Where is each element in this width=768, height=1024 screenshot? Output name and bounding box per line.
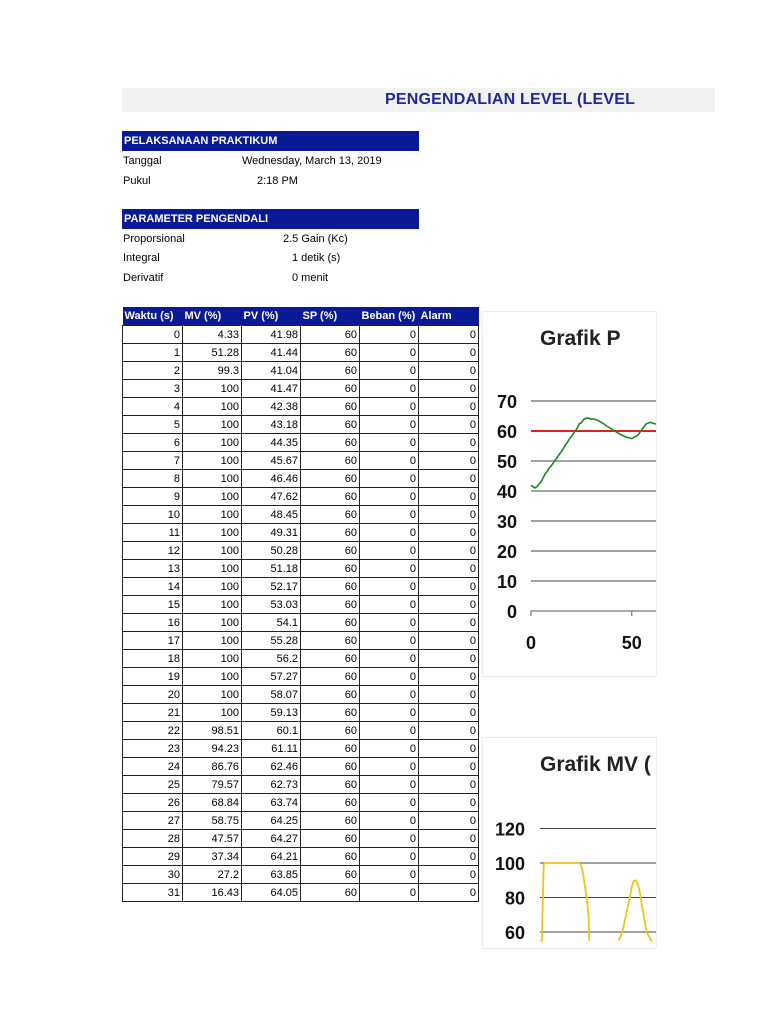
cell-mv: 100 <box>183 704 242 722</box>
cell-sp: 60 <box>301 740 360 758</box>
cell-waktu: 24 <box>123 758 183 776</box>
cell-sp: 60 <box>301 830 360 848</box>
y-tick-label: 40 <box>496 482 517 502</box>
cell-beban: 0 <box>360 830 419 848</box>
cell-alarm: 0 <box>419 560 479 578</box>
section-header-pelaksanaan: PELAKSANAAN PRAKTIKUM <box>122 131 419 151</box>
table-header-row <box>123 307 479 326</box>
cell-waktu: 6 <box>123 434 183 452</box>
cell-beban: 0 <box>360 668 419 686</box>
cell-pv: 63.74 <box>242 794 301 812</box>
cell-pv: 56.2 <box>242 650 301 668</box>
y-tick-label: 60 <box>496 422 517 442</box>
cell-sp: 60 <box>301 380 360 398</box>
cell-pv: 48.45 <box>242 506 301 524</box>
cell-mv: 100 <box>183 398 242 416</box>
column-header-pv: PV (%) <box>242 307 301 326</box>
cell-pv: 51.18 <box>242 560 301 578</box>
cell-beban: 0 <box>360 470 419 488</box>
label-pukul: Pukul <box>123 175 151 187</box>
column-header-beban: Beban (%) <box>360 307 419 326</box>
cell-pv: 64.05 <box>242 884 301 902</box>
cell-alarm: 0 <box>419 488 479 506</box>
cell-beban: 0 <box>360 650 419 668</box>
cell-mv: 100 <box>183 596 242 614</box>
cell-mv: 100 <box>183 470 242 488</box>
cell-sp: 60 <box>301 542 360 560</box>
cell-sp: 60 <box>301 326 360 344</box>
cell-alarm: 0 <box>419 452 479 470</box>
cell-beban: 0 <box>360 632 419 650</box>
cell-waktu: 10 <box>123 506 183 524</box>
table-row <box>123 722 479 740</box>
table-row <box>123 542 479 560</box>
cell-mv: 37.34 <box>183 848 242 866</box>
cell-sp: 60 <box>301 578 360 596</box>
column-header-mv: MV (%) <box>183 307 242 326</box>
cell-sp: 60 <box>301 506 360 524</box>
table-row <box>123 578 479 596</box>
cell-alarm: 0 <box>419 326 479 344</box>
cell-alarm: 0 <box>419 578 479 596</box>
chart-panel-mv <box>483 738 656 948</box>
y-tick-label: 10 <box>496 572 517 592</box>
cell-sp: 60 <box>301 668 360 686</box>
cell-pv: 55.28 <box>242 632 301 650</box>
cell-alarm: 0 <box>419 434 479 452</box>
cell-mv: 100 <box>183 686 242 704</box>
cell-mv: 100 <box>183 614 242 632</box>
cell-sp: 60 <box>301 398 360 416</box>
cell-waktu: 1 <box>123 344 183 362</box>
cell-alarm: 0 <box>419 686 479 704</box>
chart-panel-pv <box>483 312 656 676</box>
cell-mv: 100 <box>183 524 242 542</box>
cell-sp: 60 <box>301 794 360 812</box>
cell-pv: 64.25 <box>242 812 301 830</box>
cell-mv: 4.33 <box>183 326 242 344</box>
table-row <box>123 758 479 776</box>
cell-mv: 68.84 <box>183 794 242 812</box>
cell-waktu: 7 <box>123 452 183 470</box>
cell-pv: 46.46 <box>242 470 301 488</box>
value-pukul: 2:18 PM <box>257 175 298 187</box>
cell-alarm: 0 <box>419 884 479 902</box>
cell-mv: 94.23 <box>183 740 242 758</box>
cell-sp: 60 <box>301 884 360 902</box>
report-title: PENGENDALIAN LEVEL (LEVEL <box>385 91 636 108</box>
value-derivatif: 0 menit <box>292 272 329 284</box>
cell-pv: 60.1 <box>242 722 301 740</box>
cell-waktu: 31 <box>123 884 183 902</box>
cell-waktu: 18 <box>123 650 183 668</box>
label-tanggal: Tanggal <box>123 155 162 167</box>
cell-pv: 63.85 <box>242 866 301 884</box>
cell-alarm: 0 <box>419 362 479 380</box>
y-tick-label: 70 <box>496 392 517 412</box>
table-row <box>123 650 479 668</box>
cell-pv: 52.17 <box>242 578 301 596</box>
value-integral: 1 detik (s) <box>292 252 341 264</box>
cell-beban: 0 <box>360 380 419 398</box>
cell-sp: 60 <box>301 434 360 452</box>
cell-mv: 100 <box>183 488 242 506</box>
table-row <box>123 470 479 488</box>
table-row <box>123 614 479 632</box>
cell-alarm: 0 <box>419 416 479 434</box>
y-tick-label: 80 <box>504 888 525 909</box>
cell-mv: 100 <box>183 650 242 668</box>
table-row <box>123 326 479 344</box>
cell-mv: 100 <box>183 452 242 470</box>
cell-mv: 100 <box>183 380 242 398</box>
cell-waktu: 0 <box>123 326 183 344</box>
cell-mv: 100 <box>183 632 242 650</box>
cell-beban: 0 <box>360 740 419 758</box>
chart-title-pv: Grafik P <box>540 327 621 350</box>
cell-beban: 0 <box>360 326 419 344</box>
series-pv-line <box>531 418 656 488</box>
cell-alarm: 0 <box>419 794 479 812</box>
cell-mv: 98.51 <box>183 722 242 740</box>
cell-sp: 60 <box>301 416 360 434</box>
cell-pv: 41.04 <box>242 362 301 380</box>
cell-alarm: 0 <box>419 866 479 884</box>
cell-waktu: 29 <box>123 848 183 866</box>
cell-waktu: 12 <box>123 542 183 560</box>
cell-beban: 0 <box>360 524 419 542</box>
cell-alarm: 0 <box>419 470 479 488</box>
cell-waktu: 23 <box>123 740 183 758</box>
label-proporsional: Proporsional <box>123 233 185 245</box>
cell-mv: 100 <box>183 668 242 686</box>
cell-waktu: 25 <box>123 776 183 794</box>
cell-waktu: 3 <box>123 380 183 398</box>
cell-mv: 86.76 <box>183 758 242 776</box>
cell-alarm: 0 <box>419 848 479 866</box>
cell-pv: 61.11 <box>242 740 301 758</box>
table-row <box>123 812 479 830</box>
cell-sp: 60 <box>301 722 360 740</box>
cell-waktu: 17 <box>123 632 183 650</box>
chart-mv-svg <box>483 738 656 948</box>
cell-mv: 51.28 <box>183 344 242 362</box>
cell-beban: 0 <box>360 866 419 884</box>
column-header-waktu: Waktu (s) <box>123 307 183 326</box>
y-tick-label: 20 <box>496 542 517 562</box>
cell-sp: 60 <box>301 614 360 632</box>
cell-beban: 0 <box>360 614 419 632</box>
table-row <box>123 452 479 470</box>
y-tick-label: 0 <box>506 602 517 622</box>
cell-beban: 0 <box>360 434 419 452</box>
y-tick-label: 60 <box>504 923 525 943</box>
cell-alarm: 0 <box>419 596 479 614</box>
cell-beban: 0 <box>360 416 419 434</box>
table-row <box>123 848 479 866</box>
series-mv-line <box>540 863 589 941</box>
cell-waktu: 11 <box>123 524 183 542</box>
cell-pv: 41.98 <box>242 326 301 344</box>
cell-sp: 60 <box>301 848 360 866</box>
cell-sp: 60 <box>301 758 360 776</box>
cell-sp: 60 <box>301 866 360 884</box>
section-header-parameter: PARAMETER PENGENDALI <box>122 209 419 229</box>
cell-alarm: 0 <box>419 632 479 650</box>
cell-sp: 60 <box>301 362 360 380</box>
cell-beban: 0 <box>360 848 419 866</box>
table-row <box>123 398 479 416</box>
value-proporsional: 2.5 Gain (Kc) <box>283 233 348 245</box>
cell-mv: 100 <box>183 542 242 560</box>
table-row <box>123 668 479 686</box>
cell-mv: 79.57 <box>183 776 242 794</box>
label-integral: Integral <box>123 252 160 264</box>
table-body <box>123 326 479 902</box>
table-row <box>123 524 479 542</box>
cell-beban: 0 <box>360 542 419 560</box>
table-row <box>123 362 479 380</box>
y-tick-label: 100 <box>494 854 525 874</box>
cell-pv: 53.03 <box>242 596 301 614</box>
cell-mv: 47.57 <box>183 830 242 848</box>
cell-alarm: 0 <box>419 614 479 632</box>
cell-waktu: 14 <box>123 578 183 596</box>
label-derivatif: Derivatif <box>123 272 164 284</box>
cell-pv: 44.35 <box>242 434 301 452</box>
table-row <box>123 884 479 902</box>
cell-alarm: 0 <box>419 380 479 398</box>
cell-waktu: 28 <box>123 830 183 848</box>
cell-beban: 0 <box>360 488 419 506</box>
x-tick-label: 0 <box>525 633 537 653</box>
cell-mv: 100 <box>183 560 242 578</box>
cell-pv: 41.44 <box>242 344 301 362</box>
cell-pv: 57.27 <box>242 668 301 686</box>
cell-pv: 59.13 <box>242 704 301 722</box>
cell-sp: 60 <box>301 488 360 506</box>
cell-waktu: 8 <box>123 470 183 488</box>
cell-beban: 0 <box>360 506 419 524</box>
cell-beban: 0 <box>360 794 419 812</box>
cell-alarm: 0 <box>419 650 479 668</box>
table-row <box>123 434 479 452</box>
cell-pv: 64.21 <box>242 848 301 866</box>
cell-sp: 60 <box>301 344 360 362</box>
cell-sp: 60 <box>301 704 360 722</box>
table-row <box>123 830 479 848</box>
cell-sp: 60 <box>301 470 360 488</box>
cell-mv: 58.75 <box>183 812 242 830</box>
table-row <box>123 506 479 524</box>
cell-mv: 99.3 <box>183 362 242 380</box>
table-row <box>123 560 479 578</box>
table-row <box>123 416 479 434</box>
cell-sp: 60 <box>301 776 360 794</box>
cell-alarm: 0 <box>419 542 479 560</box>
cell-waktu: 4 <box>123 398 183 416</box>
cell-beban: 0 <box>360 398 419 416</box>
y-tick-label: 50 <box>496 452 517 472</box>
y-tick-label: 30 <box>496 512 517 532</box>
cell-alarm: 0 <box>419 506 479 524</box>
column-header-alarm: Alarm <box>419 307 479 326</box>
cell-alarm: 0 <box>419 740 479 758</box>
cell-sp: 60 <box>301 812 360 830</box>
cell-beban: 0 <box>360 776 419 794</box>
x-tick-label: 50 <box>621 633 642 653</box>
cell-pv: 62.73 <box>242 776 301 794</box>
cell-waktu: 20 <box>123 686 183 704</box>
cell-pv: 42.38 <box>242 398 301 416</box>
table-row <box>123 344 479 362</box>
table-row <box>123 776 479 794</box>
cell-sp: 60 <box>301 632 360 650</box>
data-table <box>122 307 479 902</box>
cell-pv: 54.1 <box>242 614 301 632</box>
cell-beban: 0 <box>360 812 419 830</box>
cell-alarm: 0 <box>419 398 479 416</box>
report-title-band <box>122 88 715 112</box>
cell-pv: 47.62 <box>242 488 301 506</box>
cell-beban: 0 <box>360 578 419 596</box>
cell-pv: 41.47 <box>242 380 301 398</box>
chart-title-mv: Grafik MV ( <box>540 753 651 776</box>
table-row <box>123 866 479 884</box>
cell-waktu: 15 <box>123 596 183 614</box>
cell-beban: 0 <box>360 596 419 614</box>
cell-alarm: 0 <box>419 704 479 722</box>
cell-beban: 0 <box>360 344 419 362</box>
cell-pv: 58.07 <box>242 686 301 704</box>
table-row <box>123 596 479 614</box>
cell-sp: 60 <box>301 596 360 614</box>
cell-beban: 0 <box>360 362 419 380</box>
value-tanggal: Wednesday, March 13, 2019 <box>242 155 382 167</box>
cell-waktu: 2 <box>123 362 183 380</box>
cell-beban: 0 <box>360 704 419 722</box>
cell-mv: 16.43 <box>183 884 242 902</box>
cell-beban: 0 <box>360 452 419 470</box>
cell-waktu: 27 <box>123 812 183 830</box>
cell-pv: 62.46 <box>242 758 301 776</box>
cell-sp: 60 <box>301 560 360 578</box>
table-row <box>123 740 479 758</box>
cell-beban: 0 <box>360 560 419 578</box>
cell-pv: 49.31 <box>242 524 301 542</box>
cell-beban: 0 <box>360 722 419 740</box>
cell-waktu: 30 <box>123 866 183 884</box>
cell-pv: 45.67 <box>242 452 301 470</box>
cell-alarm: 0 <box>419 668 479 686</box>
table-row <box>123 686 479 704</box>
cell-sp: 60 <box>301 650 360 668</box>
table-row <box>123 704 479 722</box>
chart-pv-svg <box>483 312 656 676</box>
cell-alarm: 0 <box>419 812 479 830</box>
cell-waktu: 21 <box>123 704 183 722</box>
cell-waktu: 13 <box>123 560 183 578</box>
cell-mv: 100 <box>183 506 242 524</box>
table-row <box>123 632 479 650</box>
cell-pv: 43.18 <box>242 416 301 434</box>
cell-mv: 27.2 <box>183 866 242 884</box>
table-row <box>123 794 479 812</box>
cell-waktu: 26 <box>123 794 183 812</box>
cell-waktu: 22 <box>123 722 183 740</box>
cell-beban: 0 <box>360 686 419 704</box>
cell-mv: 100 <box>183 434 242 452</box>
cell-alarm: 0 <box>419 758 479 776</box>
cell-alarm: 0 <box>419 830 479 848</box>
cell-waktu: 9 <box>123 488 183 506</box>
cell-sp: 60 <box>301 686 360 704</box>
cell-waktu: 16 <box>123 614 183 632</box>
cell-pv: 64.27 <box>242 830 301 848</box>
cell-alarm: 0 <box>419 344 479 362</box>
cell-beban: 0 <box>360 758 419 776</box>
table-row <box>123 488 479 506</box>
cell-beban: 0 <box>360 884 419 902</box>
cell-mv: 100 <box>183 578 242 596</box>
cell-waktu: 5 <box>123 416 183 434</box>
cell-alarm: 0 <box>419 524 479 542</box>
y-tick-label: 120 <box>494 819 525 840</box>
column-header-sp: SP (%) <box>301 307 360 326</box>
cell-mv: 100 <box>183 416 242 434</box>
cell-sp: 60 <box>301 524 360 542</box>
cell-alarm: 0 <box>419 776 479 794</box>
cell-alarm: 0 <box>419 722 479 740</box>
cell-waktu: 19 <box>123 668 183 686</box>
table-row <box>123 380 479 398</box>
cell-sp: 60 <box>301 452 360 470</box>
cell-pv: 50.28 <box>242 542 301 560</box>
